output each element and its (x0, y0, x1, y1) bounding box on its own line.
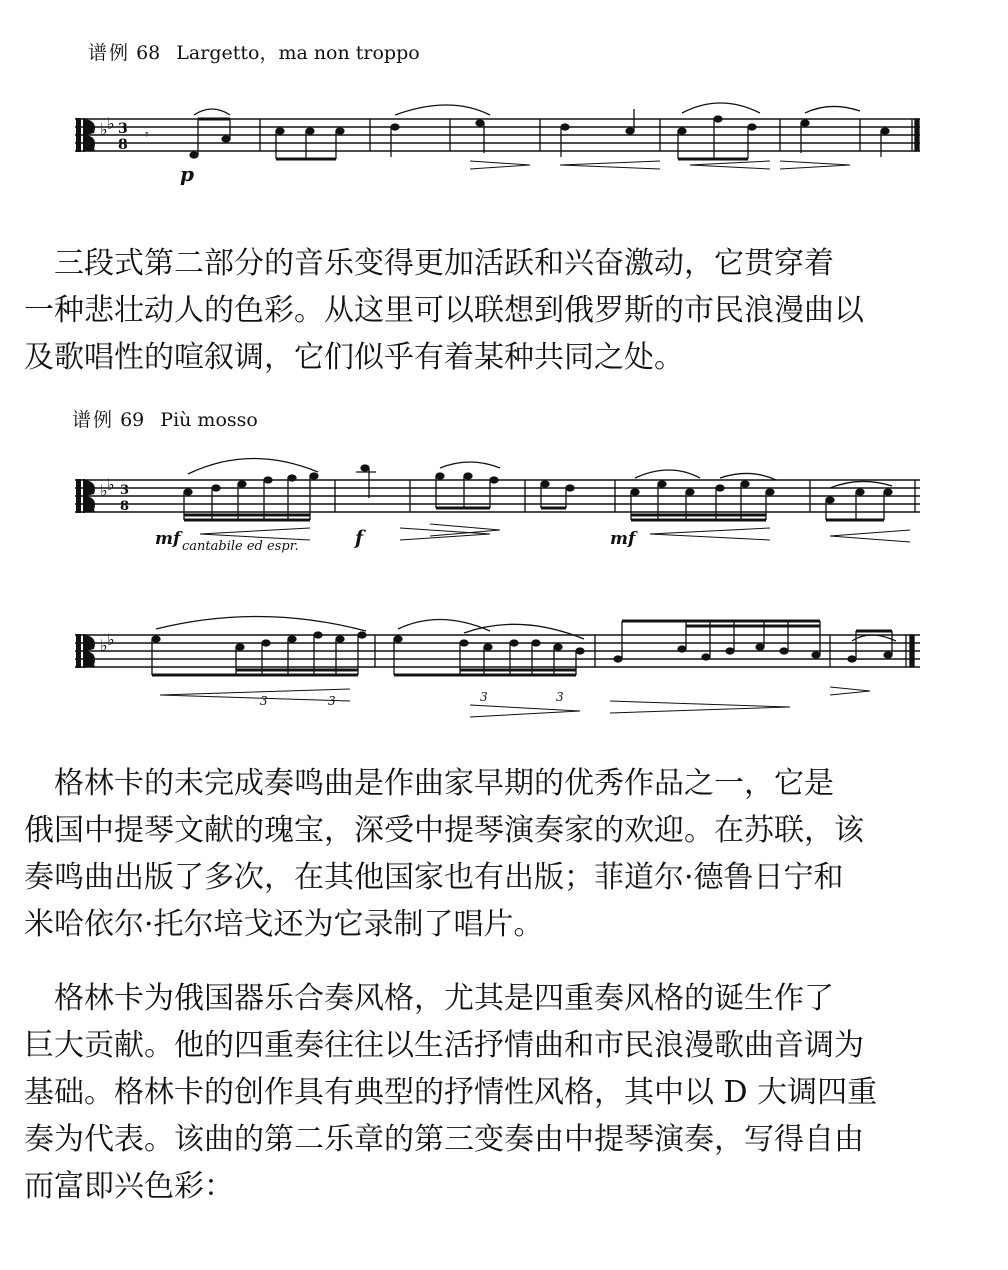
example-68-caption (88, 38, 420, 65)
text-line: 格林卡为俄国器乐合奏风格，尤其是四重奏风格的诞生作了 (24, 981, 834, 1016)
expression-marking: cantabile ed espr. (182, 539, 299, 554)
dynamic-marking: mf (610, 529, 636, 549)
flat-icon: ♭ (107, 114, 115, 133)
dynamic-marking: mf (155, 529, 181, 549)
text-line: 格林卡的未完成奏鸣曲是作曲家早期的优秀作品之一，它是 (24, 766, 834, 801)
example-69-staff-2 (70, 605, 930, 720)
tuplet-number: 3 (556, 690, 564, 704)
example-68-staff (70, 95, 930, 185)
text-line: 基础。格林卡的创作具有典型的抒情性风格，其中以 D 大调四重 (24, 1075, 878, 1110)
staff-69b-svg (70, 605, 930, 720)
svg-text:3: 3 (120, 483, 130, 498)
example-number: 68 (136, 42, 161, 64)
svg-text:8: 8 (120, 499, 130, 514)
example-number: 69 (120, 409, 145, 431)
text-line: 奏鸣曲出版了多次，在其他国家也有出版；菲道尔·德鲁日宁和 (24, 860, 844, 895)
text-line: 巨大贡献。他的四重奏往往以生活抒情曲和市民浪漫歌曲音调为 (24, 1028, 864, 1063)
paragraph-2 (24, 760, 944, 948)
example-69-staff-1 (70, 450, 930, 560)
text-line: 及歌唱性的喧叙调，它们似乎有着某种共同之处。 (24, 340, 684, 375)
dynamic-marking: f (355, 527, 364, 549)
example-69-caption (72, 405, 258, 432)
dynamic-marking: p (180, 162, 194, 185)
svg-text:♭: ♭ (100, 481, 108, 500)
paragraph-1 (24, 240, 944, 381)
paragraph-3 (24, 975, 944, 1210)
example-label: 谱例 (72, 409, 115, 431)
staff-69a-svg (70, 450, 930, 560)
svg-text:3: 3 (118, 121, 128, 137)
text-line: 米哈依尔·托尔培戈还为它录制了唱片。 (24, 907, 544, 942)
tuplet-number: 3 (328, 694, 336, 708)
svg-text:♭: ♭ (107, 475, 115, 494)
example-label: 谱例 (88, 42, 131, 64)
tempo-marking: Largetto，ma non troppo (176, 42, 420, 64)
text-line: 一种悲壮动人的色彩。从这里可以联想到俄罗斯的市民浪漫曲以 (24, 293, 864, 328)
svg-text:♭: ♭ (107, 630, 115, 649)
tuplet-number: 3 (260, 694, 268, 708)
text-line: 三段式第二部分的音乐变得更加活跃和兴奋激动，它贯穿着 (24, 246, 834, 281)
svg-text:♭: ♭ (100, 636, 108, 655)
staff-68-svg (70, 95, 930, 185)
flat-icon: ♭ (100, 120, 108, 139)
text-line: 而富即兴色彩： (24, 1169, 234, 1204)
svg-text:8: 8 (118, 137, 128, 153)
text-line: 俄国中提琴文献的瑰宝，深受中提琴演奏家的欢迎。在苏联，该 (24, 813, 864, 848)
rest-icon: 𝄾 (145, 127, 149, 143)
text-line: 奏为代表。该曲的第二乐章的第三变奏由中提琴演奏，写得自由 (24, 1122, 864, 1157)
tempo-marking: Più mosso (160, 409, 258, 431)
tuplet-number: 3 (480, 690, 488, 704)
